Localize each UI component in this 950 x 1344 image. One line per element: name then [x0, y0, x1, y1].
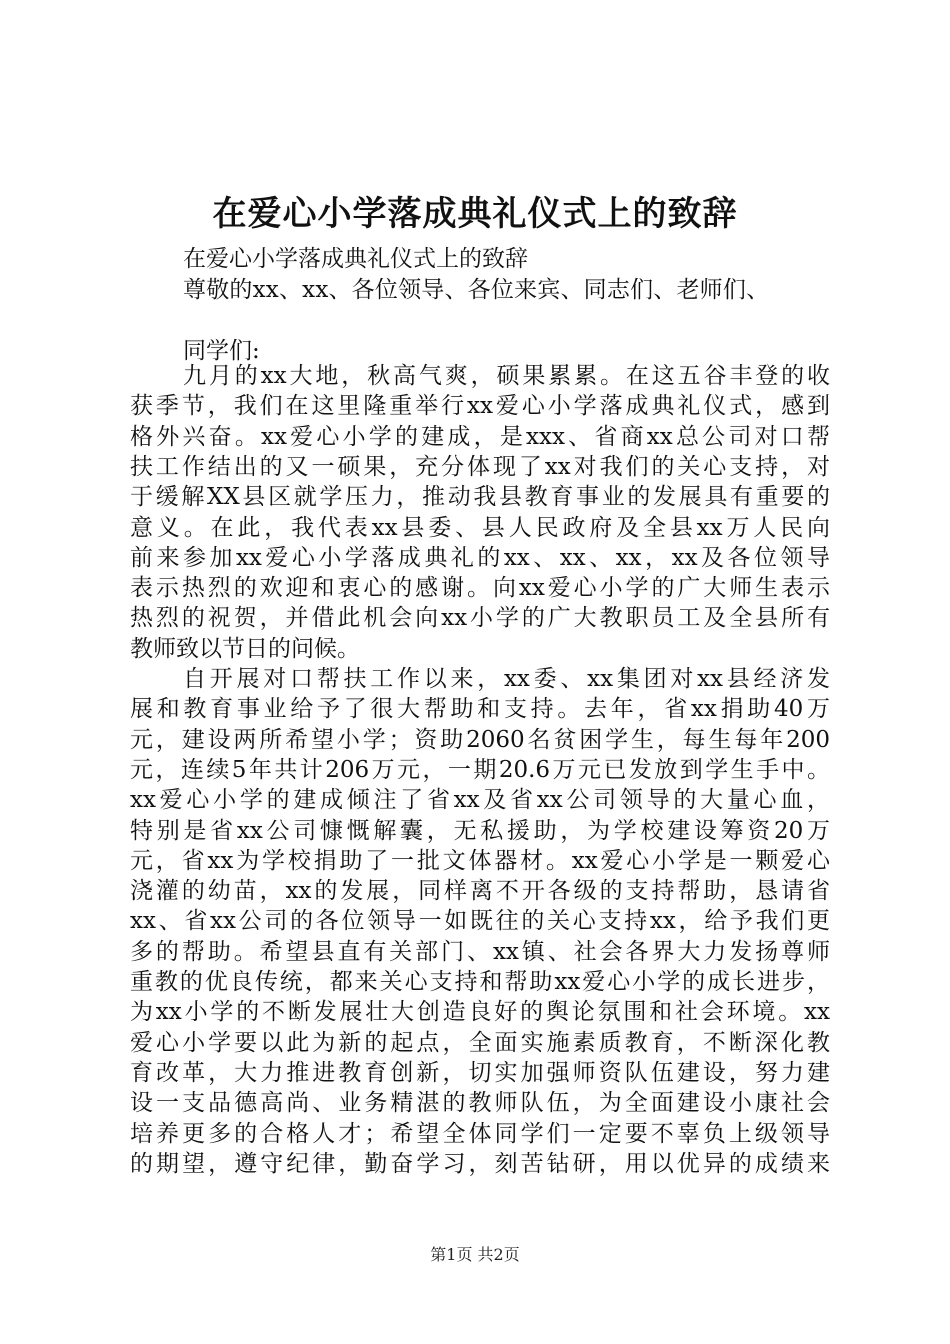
paragraph-line: 元，建设两所希望小学；资助2060名贫困学生，每生每年200 [130, 727, 830, 753]
paragraph-line: 浇灌的幼苗，xx的发展，同样离不开各级的支持帮助，恳请省 [130, 878, 830, 904]
paragraph-line: 为xx小学的不断发展壮大创造良好的舆论氛围和社会环境。xx [130, 999, 830, 1025]
paragraph-line: xx爱心小学的建成倾注了省xx及省xx公司领导的大量心血， [130, 787, 830, 813]
paragraph-line: 培养更多的合格人才；希望全体同学们一定要不辜负上级领导 [130, 1121, 830, 1147]
paragraph-line: 表示热烈的欢迎和衷心的感谢。向xx爱心小学的广大师生表示 [130, 575, 830, 601]
paragraph-line: 设一支品德高尚、业务精湛的教师队伍，为全面建设小康社会 [130, 1090, 830, 1116]
paragraph-line: 九月的xx大地，秋高气爽，硕果累累。在这五谷丰登的收 [183, 363, 830, 389]
paragraph-line: 热烈的祝贺，并借此机会向xx小学的广大教职员工及全县所有 [130, 605, 830, 631]
paragraph-line: 元，省xx为学校捐助了一批文体器材。xx爱心小学是一颗爱心 [130, 848, 830, 874]
paragraph-line: 获季节，我们在这里隆重举行xx爱心小学落成典礼仪式，感到 [130, 393, 830, 419]
paragraph-line: 意义。在此，我代表xx县委、县人民政府及全县xx万人民向 [130, 515, 830, 541]
paragraph-line: 展和教育事业给予了很大帮助和支持。去年，省xx捐助40万 [130, 696, 830, 722]
paragraph-line: 前来参加xx爱心小学落成典礼的xx、xx、xx，xx及各位领导 [130, 545, 830, 571]
document-subtitle: 在爱心小学落成典礼仪式上的致辞 [183, 246, 528, 272]
salutation-line: 尊敬的xx、xx、各位领导、各位来宾、同志们、老师们、 [183, 277, 770, 303]
paragraph-line: 教师致以节日的问候。 [130, 636, 360, 662]
paragraph-line: 的期望，遵守纪律，勤奋学习，刻苦钻研，用以优异的成绩来 [130, 1151, 830, 1177]
paragraph-line: 自开展对口帮扶工作以来，xx委、xx集团对xx县经济发 [183, 666, 830, 692]
paragraph-line: 重教的优良传统，都来关心支持和帮助xx爱心小学的成长进步， [130, 969, 830, 995]
document-title: 在爱心小学落成典礼仪式上的致辞 [212, 194, 738, 234]
page-footer: 第1页 共2页 [430, 1245, 520, 1264]
paragraph-line: 于缓解XX县区就学压力，推动我县教育事业的发展具有重要的 [130, 484, 830, 510]
paragraph-line: xx、省xx公司的各位领导一如既往的关心支持xx，给予我们更 [130, 908, 830, 934]
paragraph-line: 元，连续5年共计206万元，一期20.6万元已发放到学生手中。 [130, 757, 830, 783]
paragraph-line: 特别是省xx公司慷慨解囊，无私援助，为学校建设筹资20万 [130, 818, 830, 844]
paragraph-line: 爱心小学要以此为新的起点，全面实施素质教育，不断深化教 [130, 1030, 830, 1056]
salutation-line-continued: 同学们: [183, 338, 260, 364]
paragraph-line: 格外兴奋。xx爱心小学的建成，是xxx、省商xx总公司对口帮 [130, 424, 830, 450]
paragraph-line: 扶工作结出的又一硕果，充分体现了xx对我们的关心支持，对 [130, 454, 830, 480]
paragraph-line: 多的帮助。希望县直有关部门、xx镇、社会各界大力发扬尊师 [130, 939, 830, 965]
paragraph-line: 育改革，大力推进教育创新，切实加强师资队伍建设，努力建 [130, 1060, 830, 1086]
